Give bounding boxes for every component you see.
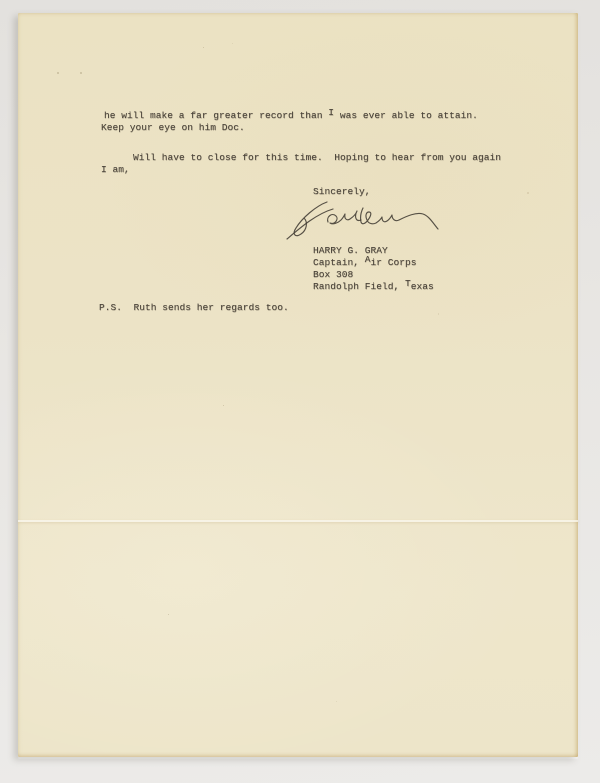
- raised-letter-I: I: [328, 107, 335, 119]
- body-line-1: [104, 107, 478, 122]
- body-line-3: Will have to close for this time. Hoping to hear from you again: [133, 152, 502, 163]
- body-line-2: Keep your eye on him Doc.: [101, 122, 245, 133]
- sender-address-line-1: Box 308: [313, 269, 354, 280]
- paper-speck: [80, 72, 82, 74]
- sender-address-line-2: [313, 278, 434, 293]
- postscript: P.S. Ruth sends her regards too.: [99, 302, 289, 313]
- address-line-2-pre: Randolph Field,: [313, 281, 406, 292]
- sender-title: [313, 254, 417, 269]
- paper-speck: [168, 614, 169, 615]
- fold-crease: [18, 520, 578, 522]
- body-line-1-pre: he will make a far greater record than: [104, 110, 329, 121]
- sender-title-pre: Captain,: [313, 257, 365, 268]
- paper-speck: [438, 313, 439, 315]
- paper-speck: [527, 192, 529, 194]
- valediction: Sincerely,: [313, 186, 371, 197]
- paper-speck: [336, 701, 337, 702]
- letter-page: [18, 13, 578, 757]
- sender-title-post: ir Corps: [370, 257, 417, 268]
- raised-letter-A: A: [364, 254, 371, 266]
- paper-speck: [223, 405, 224, 406]
- body-line-4: I am,: [101, 164, 130, 175]
- body-line-1-post: was ever able to attain.: [334, 110, 478, 121]
- paper-speck: [57, 72, 59, 74]
- paper-speck: [232, 43, 233, 44]
- handwritten-signature-gordon: [283, 197, 463, 247]
- sender-name: HARRY G. GRAY: [313, 245, 388, 256]
- address-line-2-post: exas: [410, 281, 434, 292]
- paper-speck: [203, 47, 204, 48]
- raised-letter-T: T: [405, 278, 411, 290]
